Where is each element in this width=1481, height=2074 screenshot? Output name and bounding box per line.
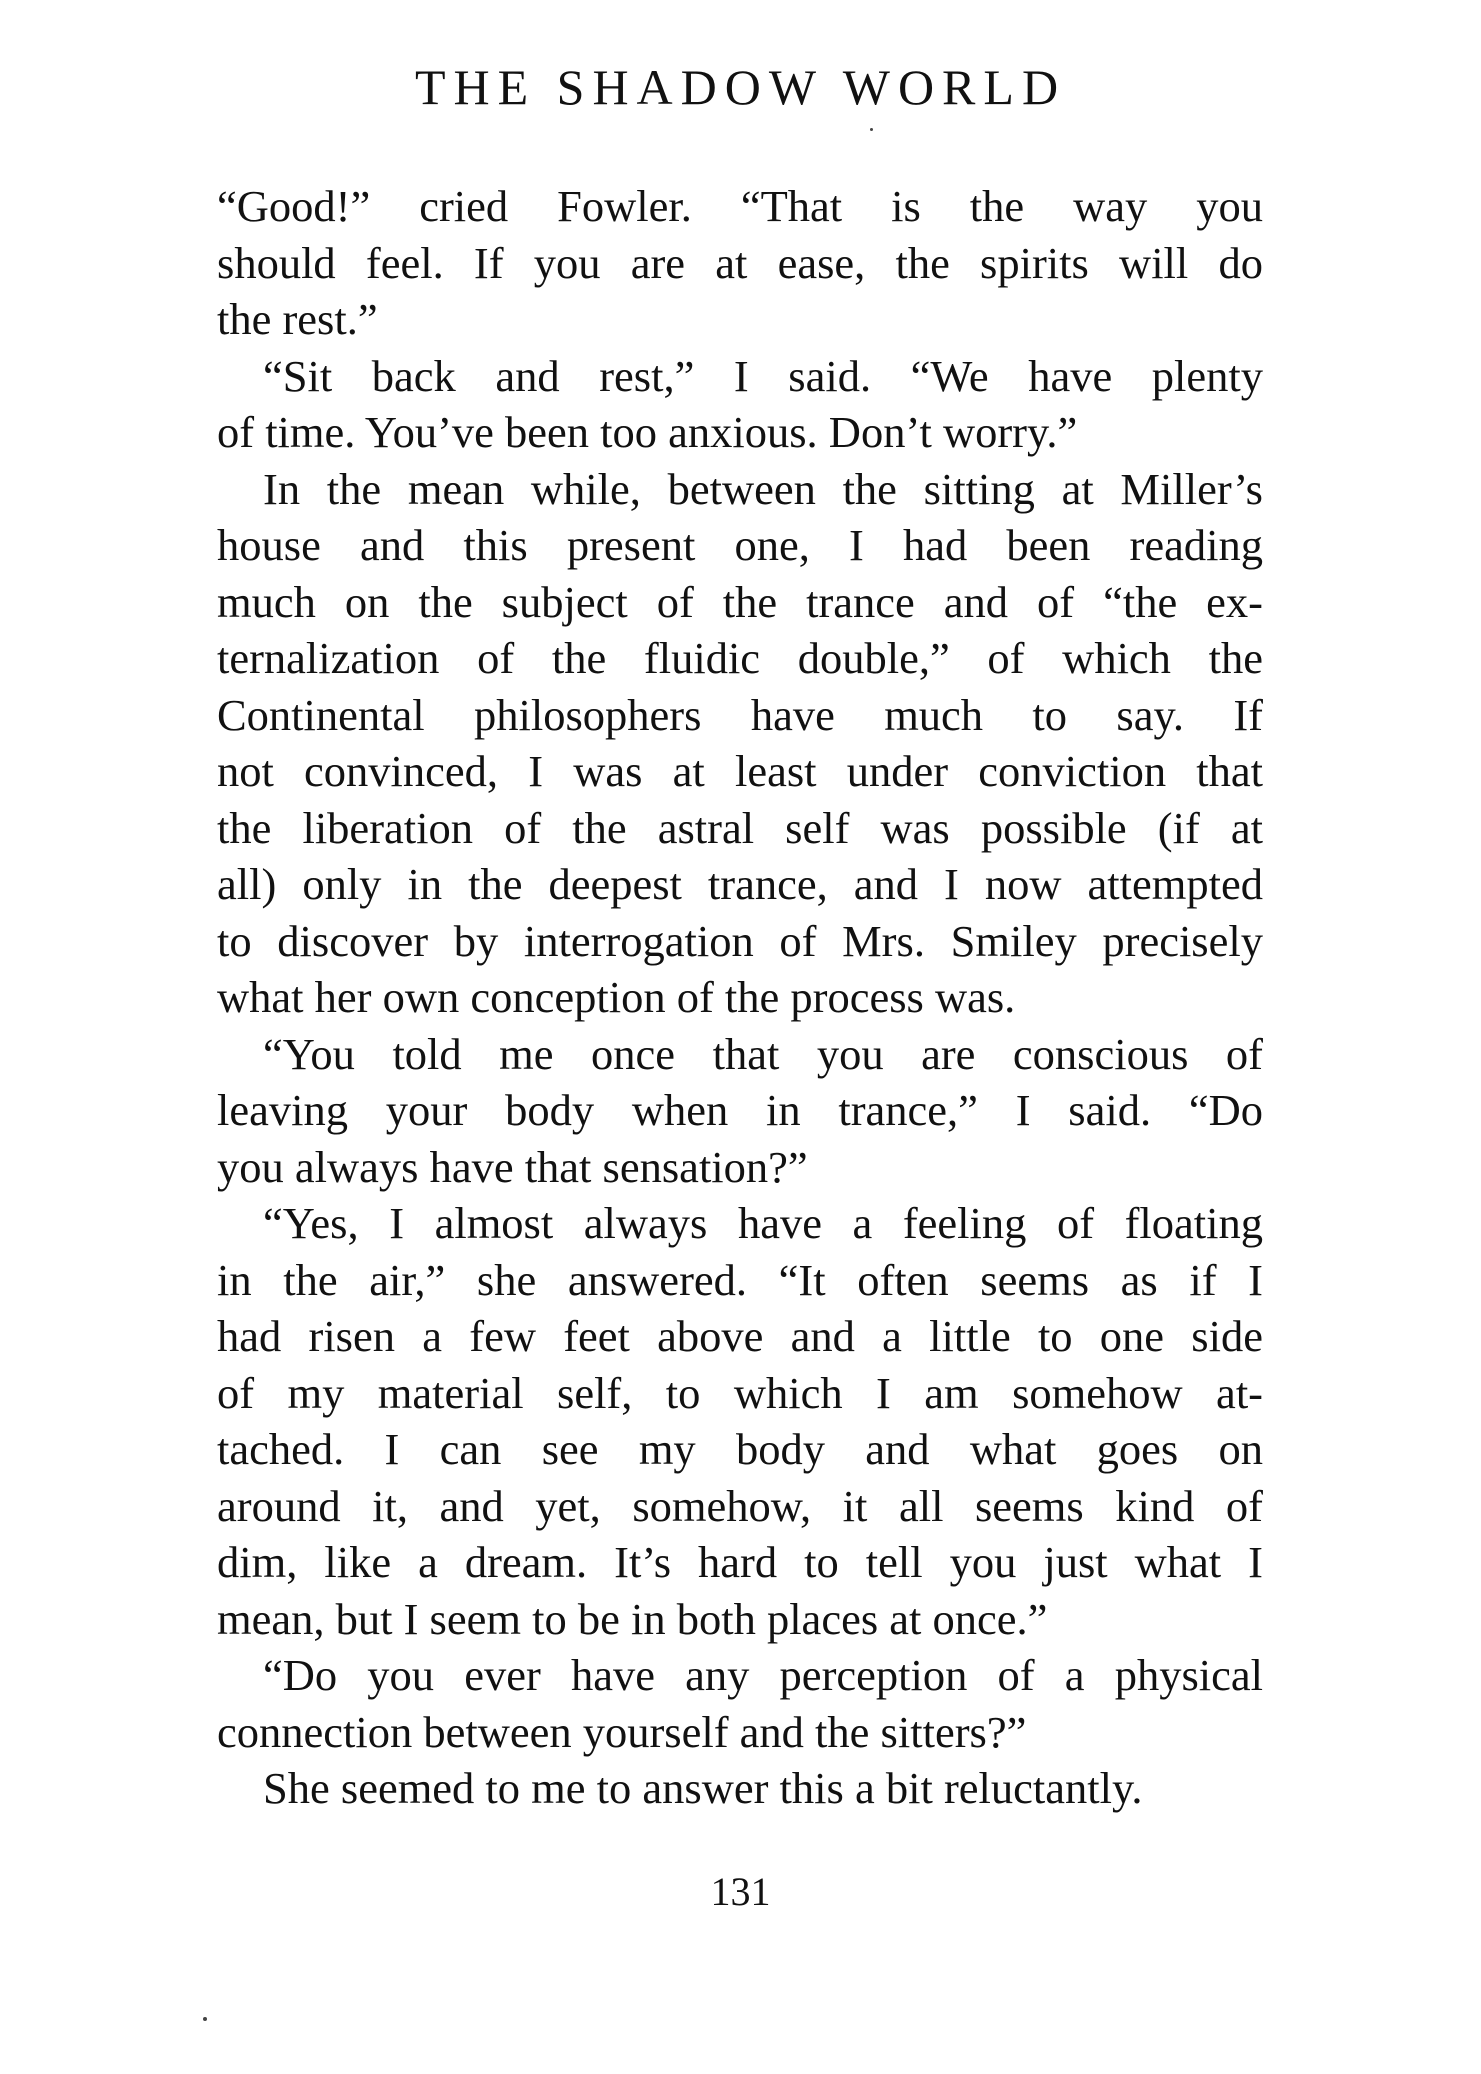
text-line: to discover by interrogation of Mrs. Smiley precisely — [217, 915, 1263, 966]
ink-speck — [203, 2017, 207, 2021]
text-line: around it, and yet, somehow, it all seems kind of — [217, 1480, 1263, 1531]
text-line: the liberation of the astral self was possible (if at — [217, 802, 1263, 853]
text-line: in the air,” she answered. “It often seems as if I — [217, 1254, 1263, 1305]
text-line: ternalization of the fluidic double,” of which the — [217, 633, 1263, 683]
text-line: Continental philosophers have much to say. If — [217, 689, 1263, 740]
text-line: mean, but I seem to be in both places at once.” — [217, 1593, 1048, 1644]
text-line: had risen a few feet above and a little to one side — [217, 1311, 1263, 1361]
text-line: “Sit back and rest,” I said. “We have plenty — [263, 350, 1263, 401]
text-line: In the mean while, between the sitting at Miller’s — [263, 463, 1263, 514]
text-line: “Good!” cried Fowler. “That is the way you — [217, 181, 1263, 231]
text-line: not convinced, I was at least under conviction that — [217, 746, 1263, 796]
running-header: THE SHADOW WORLD — [414, 59, 1067, 115]
page-number: 131 — [710, 1869, 771, 1914]
text-line: of time. You’ve been too anxious. Don’t worry.” — [217, 407, 1078, 457]
text-line: should feel. If you are at ease, the spirits will do — [217, 237, 1263, 288]
text-line: “Do you ever have any perception of a physical — [263, 1650, 1263, 1700]
text-line: the rest.” — [217, 294, 378, 344]
ink-speck — [870, 128, 873, 131]
text-line: much on the subject of the trance and of “the ex- — [217, 576, 1263, 627]
text-line: “You told me once that you are conscious of — [263, 1028, 1263, 1079]
body-text — [217, 178, 1263, 1817]
text-line: She seemed to me to answer this a bit reluctantly. — [263, 1763, 1143, 1813]
text-line: leaving your body when in trance,” I said. “Do — [217, 1085, 1263, 1135]
text-line: you always have that sensation?” — [217, 1141, 808, 1192]
text-line: connection between yourself and the sitters?” — [217, 1706, 1027, 1757]
text-line: all) only in the deepest trance, and I now attempted — [217, 859, 1263, 909]
text-line: “Yes, I almost always have a feeling of floating — [263, 1198, 1263, 1248]
text-line: of my material self, to which I am somehow at- — [217, 1367, 1263, 1418]
text-line: tached. I can see my body and what goes on — [217, 1424, 1263, 1474]
text-line: dim, like a dream. It’s hard to tell you just what I — [217, 1537, 1263, 1587]
text-line: what her own conception of the process was. — [217, 972, 1016, 1022]
text-line: house and this present one, I had been reading — [217, 520, 1263, 570]
